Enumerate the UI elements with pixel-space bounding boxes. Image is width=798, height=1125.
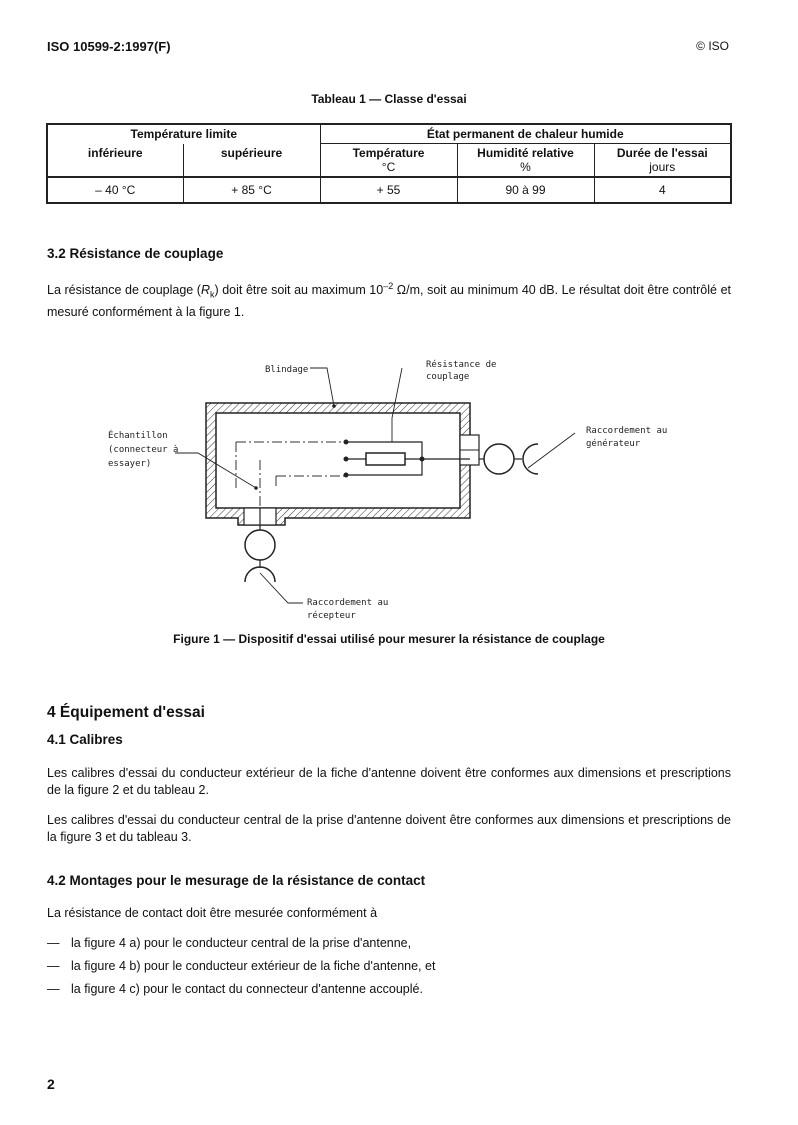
section-4-1-para-1: Les calibres d'essai du conducteur extérieur de la fiche d'antenne doivent être conformes aux dimensions et prescriptions de la figure 2 et du tableau 2. — [47, 766, 731, 797]
cell-duree: 4 — [594, 177, 731, 203]
label-generateur-2: générateur — [586, 439, 641, 449]
header-temperature-limite: Température limite — [47, 124, 320, 144]
label-echantillon-3: essayer) — [108, 459, 152, 469]
list-item: la figure 4 a) pour le conducteur central de la prise d'antenne, — [71, 936, 412, 950]
col-duree: Durée de l'essai jours — [594, 144, 731, 178]
section-4-1-para-2: Les calibres d'essai du conducteur central de la prise d'antenne doivent être conformes aux dimensions et prescriptions de la figure 3 et du tableau 3. — [47, 813, 731, 844]
list-item: la figure 4 b) pour le conducteur extérieur de la fiche d'antenne, et — [71, 959, 436, 973]
list-dash: — — [47, 982, 60, 996]
label-echantillon-2: (connecteur à — [108, 445, 179, 455]
label-echantillon-1: Échantillon — [108, 431, 168, 441]
section-4-2-intro: La résistance de contact doit être mesurée conformément à — [47, 906, 378, 920]
label-generateur-1: Raccordement au — [586, 426, 668, 436]
cell-inferieure: – 40 °C — [47, 177, 183, 203]
document-id: ISO 10599-2:1997(F) — [47, 39, 171, 54]
label-resistance-1: Résistance de — [426, 360, 497, 370]
cell-superieure: + 85 °C — [183, 177, 320, 203]
shield-enclosure — [206, 403, 470, 525]
list-item: la figure 4 c) pour le contact du connecteur d'antenne accouplé. — [71, 982, 423, 996]
section-4-title: 4 Équipement d'essai — [47, 704, 205, 721]
header-etat-permanent: État permanent de chaleur humide — [320, 124, 731, 144]
section-4-1-title: 4.1 Calibres — [47, 732, 123, 747]
col-inferieure: inférieure — [47, 144, 183, 178]
col-temperature: Température °C — [320, 144, 457, 178]
cell-temperature: + 55 — [320, 177, 457, 203]
test-class-table — [46, 123, 732, 204]
col-humidite: Humidité relative % — [457, 144, 594, 178]
col-superieure: supérieure — [183, 144, 320, 178]
label-resistance-2: couplage — [426, 372, 470, 382]
figure-1-caption: Figure 1 — Dispositif d'essai utilisé pour mesurer la résistance de couplage — [173, 632, 605, 646]
list-dash: — — [47, 959, 60, 973]
copyright: © ISO — [696, 39, 729, 53]
list-dash: — — [47, 936, 60, 950]
label-recepteur-2: récepteur — [307, 611, 356, 621]
section-4-2-title: 4.2 Montages pour le mesurage de la résistance de contact — [47, 873, 426, 888]
figure-1-diagram — [0, 338, 798, 628]
label-blindage: Blindage — [265, 365, 309, 375]
cell-humidite: 90 à 99 — [457, 177, 594, 203]
section-3-2-text: La résistance de couplage $(R_k)$ doit être soit au maximum $10^{-2}$ Ω/m, soit au minimum 40 dB. Le résultat doit être contrôlé et mesuré conformément à la figure 1. — [47, 281, 731, 319]
label-recepteur-1: Raccordement au — [307, 598, 389, 608]
table-caption: Tableau 1 — Classe d'essai — [311, 92, 467, 106]
page-number: 2 — [47, 1076, 55, 1092]
section-3-2-title: 3.2 Résistance de couplage — [47, 246, 224, 261]
